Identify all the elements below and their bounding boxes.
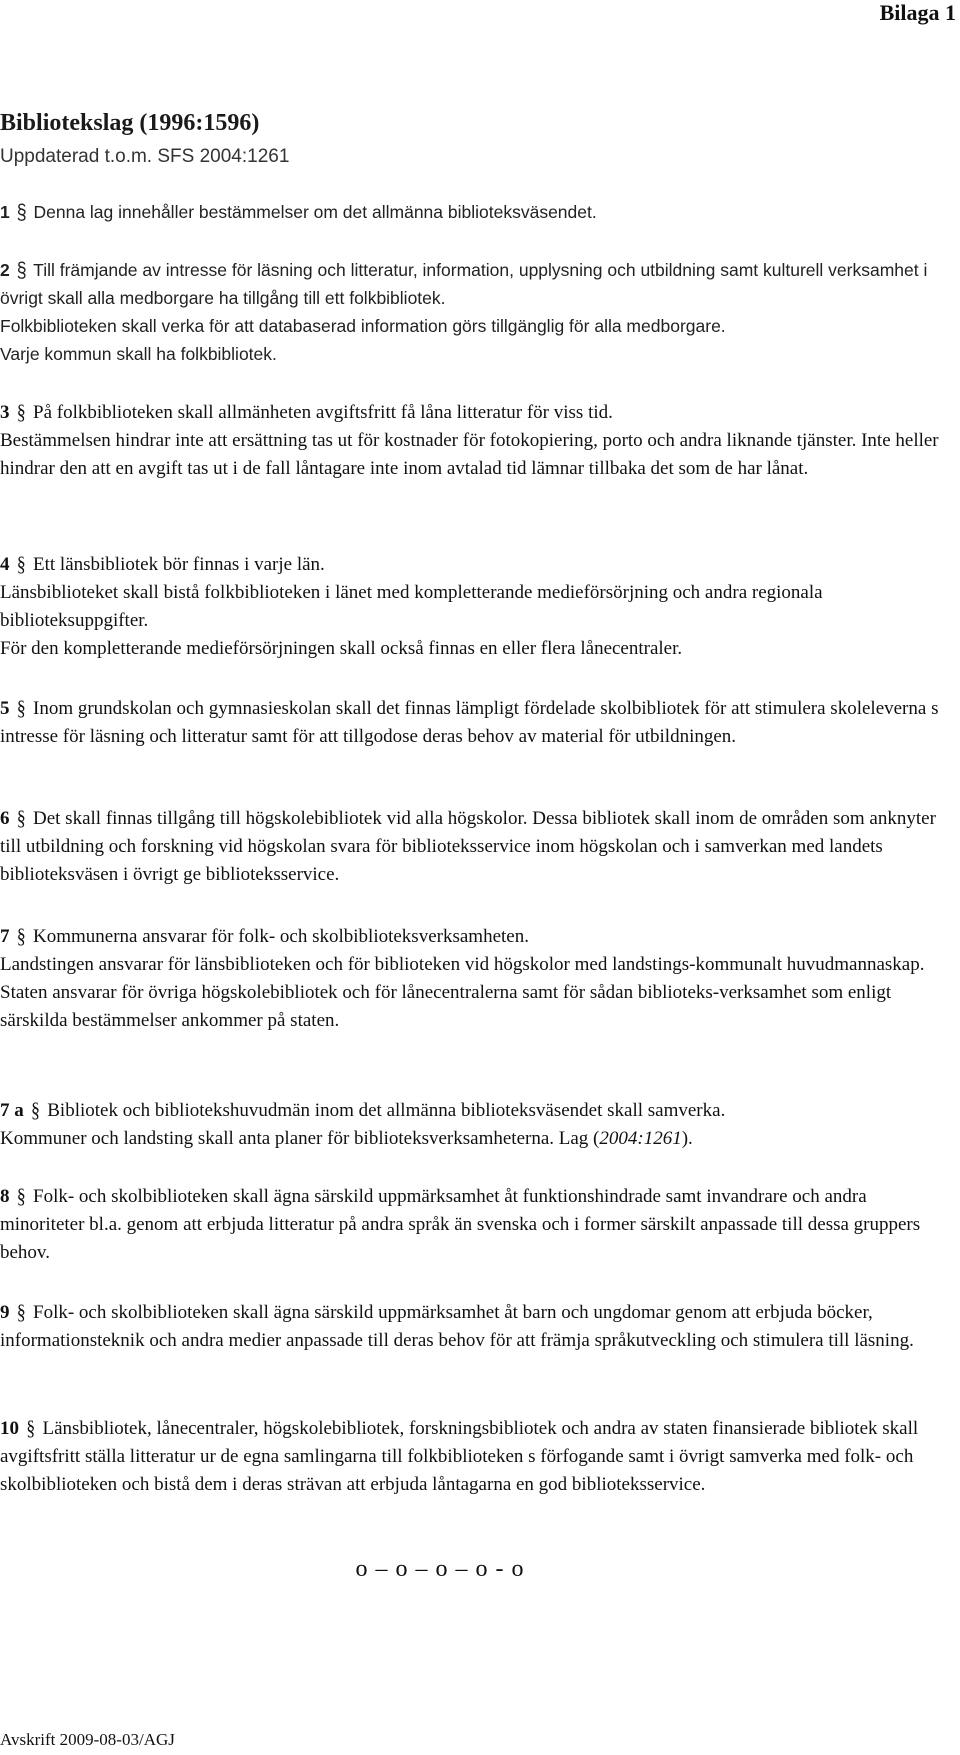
section-sign-icon: § <box>16 400 26 424</box>
section-8 <box>0 1182 945 1267</box>
section-text: Denna lag innehåller bestämmelser om det allmänna biblioteksväsendet. <box>33 202 597 222</box>
section-sign-icon: § <box>16 696 26 720</box>
section-text: Varje kommun skall ha folkbibliotek. <box>0 344 277 364</box>
section-text: Bestämmelsen hindrar inte att ersättning tas ut för kostnader för fotokopiering, porto och andra liknande tjänster. Inte heller hindrar den att en avgift tas ut i de fall låntagare inte inom avtalad tid lämnar tillbaka det som de har lånat. <box>0 430 939 479</box>
transcript-footer: Avskrift 2009-08-03/AGJ <box>0 1730 175 1749</box>
section-sign-icon: § <box>16 806 26 830</box>
section-number: 6 <box>0 808 10 829</box>
section-7a <box>0 1096 945 1153</box>
section-number: 4 <box>0 554 10 575</box>
section-number: 5 <box>0 698 10 719</box>
section-sign-icon: § <box>16 258 27 282</box>
section-text: För den kompletterande medieförsörjningen skall också finnas en eller flera lånecentraler. <box>0 638 683 659</box>
section-sign-icon: § <box>16 200 27 224</box>
section-text: Kommunerna ansvarar för folk- och skolbiblioteksverksamheten. <box>33 926 529 947</box>
section-10 <box>0 1414 945 1499</box>
section-sign-icon: § <box>31 1098 40 1122</box>
section-text: Landstingen ansvarar för länsbiblioteken och för biblioteken vid högskolor med landstings-kommunalt huvudmannaskap. <box>0 954 925 975</box>
section-sign-icon: § <box>16 1184 26 1208</box>
section-text: Staten ansvarar för övriga högskolebibliotek och för lånecentralerna samt för sådan biblioteks-verksamhet som enligt särskilda bestämmelser ankommer på staten. <box>0 982 892 1031</box>
end-separator: o – o – o – o - o <box>355 1556 525 1582</box>
section-number: 7 a <box>0 1100 24 1121</box>
section-number: 3 <box>0 402 10 423</box>
section-text: Inom grundskolan och gymnasieskolan skall det finnas lämpligt fördelade skolbibliotek för att stimulera skoleleverna s intresse för läsning och litteratur samt för att tillgodose deras behov av material för utbildningen. <box>0 698 939 747</box>
section-1 <box>0 198 945 226</box>
section-4 <box>0 550 945 663</box>
section-7 <box>0 922 945 1035</box>
reference-suffix: ). <box>681 1128 693 1149</box>
section-number: 8 <box>0 1186 10 1207</box>
section-text: Folk- och skolbiblioteken skall ägna särskild uppmärksamhet åt funktionshindrade samt invandrare och andra minoriteter bl.a. genom att erbjuda litteratur på andra språk än svenska och i former särskilt anpassade till dessa gruppers behov. <box>0 1186 921 1263</box>
section-number: 9 <box>0 1302 10 1323</box>
section-text: Länsbibliotek, lånecentraler, högskolebibliotek, forskningsbibliotek och andra av staten finansierade bibliotek skall avgiftsfritt ställa litteratur ur de egna samlingarna till folkbiblioteken s förfogande samt i övrigt samverka med folk- och skolbiblioteken och bistå dem i deras strävan att erbjuda låntagarna en god biblioteksservice. <box>0 1418 919 1495</box>
section-6 <box>0 804 945 889</box>
section-text: Folk- och skolbiblioteken skall ägna särskild uppmärksamhet åt barn och ungdomar genom att erbjuda böcker, informationsteknik och andra medier anpassade till deras behov för att främja språkutveckling och stimulera till läsning. <box>0 1302 914 1351</box>
section-sign-icon: § <box>16 552 26 576</box>
section-text: Ett länsbibliotek bör finnas i varje län. <box>33 554 325 575</box>
section-text: På folkbiblioteken skall allmänheten avgiftsfritt få låna litteratur för viss tid. <box>33 402 613 423</box>
section-5 <box>0 694 945 751</box>
section-sign-icon: § <box>16 924 26 948</box>
section-text: Bibliotek och bibliotekshuvudmän inom det allmänna biblioteksväsendet skall samverka. <box>47 1100 726 1121</box>
section-number: 2 <box>0 260 10 280</box>
section-number: 10 <box>0 1418 19 1439</box>
section-text: Folkbiblioteken skall verka för att databaserad information görs tillgänglig för alla medborgare. <box>0 316 726 336</box>
section-3 <box>0 398 945 483</box>
appendix-label: Bilaga 1 <box>879 0 956 25</box>
section-text: Det skall finnas tillgång till högskolebibliotek vid alla högskolor. Dessa bibliotek skall inom de områden som anknyter till utbildning och forskning vid högskolan svara för biblioteksservice inom högskolan och i samverkan med landets biblioteksväsen i övrigt ge biblioteksservice. <box>0 808 936 885</box>
section-text: Kommuner och landsting skall anta planer för biblioteksverksamheterna. Lag ( <box>0 1128 600 1149</box>
section-2 <box>0 256 945 368</box>
section-number: 7 <box>0 926 10 947</box>
document-title: Bibliotekslag (1996:1596) <box>0 110 260 136</box>
section-text: Till främjande av intresse för läsning och litteratur, information, upplysning och utbildning samt kulturell verksamhet i övrigt skall alla medborgare ha tillgång till ett folkbibliotek. <box>0 260 928 308</box>
section-text: Länsbiblioteket skall bistå folkbiblioteken i länet med kompletterande medieförsörjning och andra regionala biblioteksuppgifter. <box>0 582 823 631</box>
document-subtitle: Uppdaterad t.o.m. SFS 2004:1261 <box>0 146 290 167</box>
section-9 <box>0 1298 945 1355</box>
sfs-reference: 2004:1261 <box>599 1128 682 1149</box>
section-sign-icon: § <box>26 1416 36 1440</box>
section-sign-icon: § <box>16 1300 26 1324</box>
section-number: 1 <box>0 202 10 222</box>
